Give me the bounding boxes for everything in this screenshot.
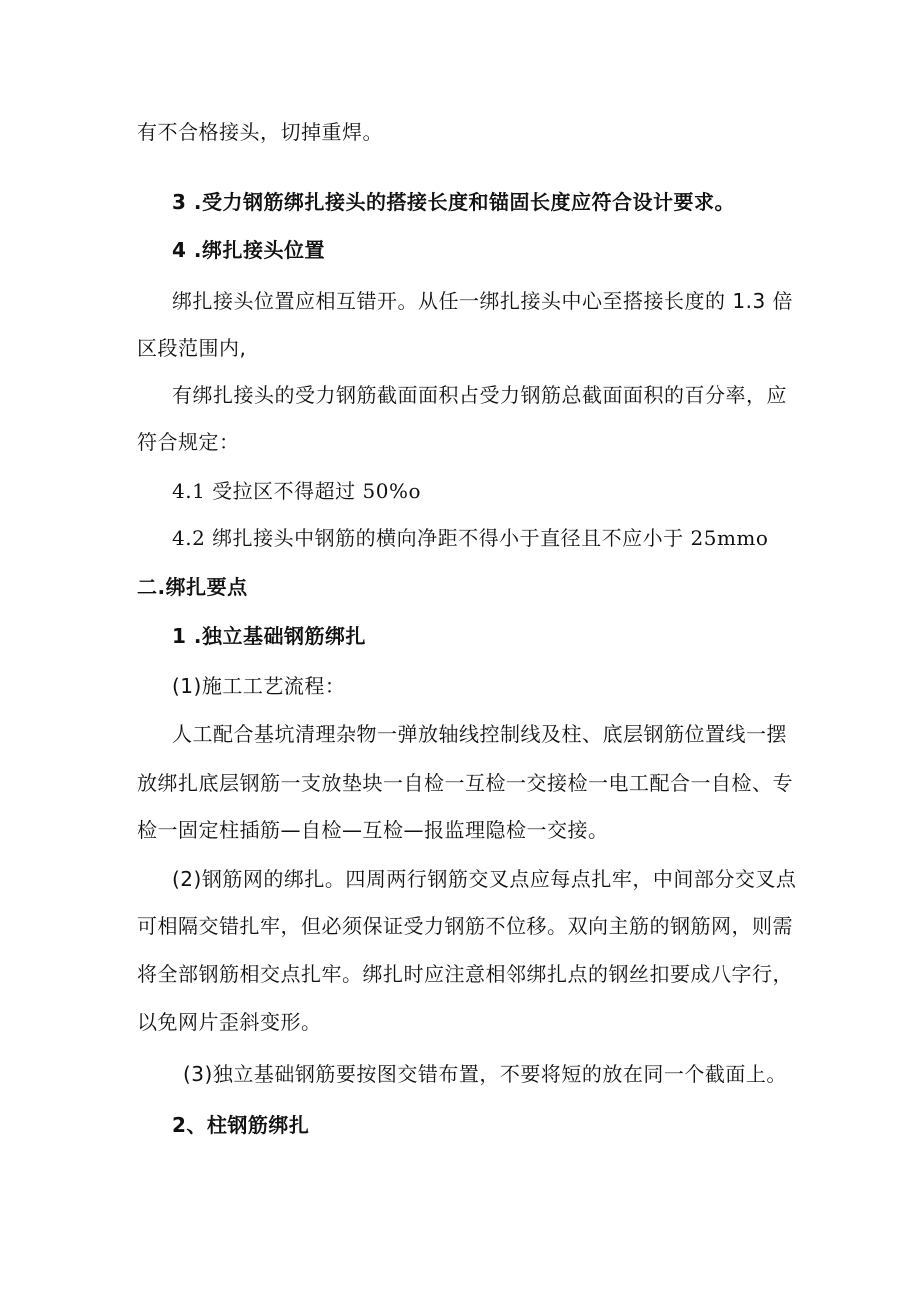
paragraph-line: 检一固定柱插筋—自检—互检—报监理隐检一交接。 [137, 818, 609, 842]
paragraph-line: 人工配合基坑清理杂物一弹放轴线控制线及柱、底层钢筋位置线一摆 [172, 722, 787, 746]
sub-item-4-1: 4.1 受拉区不得超过 50%o [172, 479, 422, 503]
paragraph-line: 区段范围内, [137, 336, 247, 360]
sub-item-4-2: 4.2 绑扎接头中钢筋的横向净距不得小于直径且不应小于 25mmo [172, 526, 769, 550]
text-line-continuation: 有不合格接头，切掉重焊。 [137, 120, 383, 144]
section-heading: 二.绑扎要点 [137, 575, 248, 599]
paragraph-line: 绑扎接头位置应相互错开。从任一绑扎接头中心至搭接长度的 1.3 倍 [172, 289, 794, 313]
paragraph-line: 可相隔交错扎牢，但必须保证受力钢筋不位移。双向主筋的钢筋网，则需 [137, 914, 793, 938]
paragraph-line: 符合规定： [137, 430, 240, 454]
step-label-1: (1)施工工艺流程： [172, 674, 346, 698]
heading-item-2: 2、柱钢筋绑扎 [172, 1113, 310, 1137]
heading-item-4: 4 .绑扎接头位置 [172, 238, 325, 262]
heading-item-3: 3 .受力钢筋绑扎接头的搭接长度和锚固长度应符合设计要求。 [172, 190, 735, 214]
paragraph-line: 以免网片歪斜变形。 [137, 1010, 322, 1034]
step-label-3: (3)独立基础钢筋要按图交错布置，不要将短的放在同一个截面上。 [183, 1062, 787, 1086]
paragraph-line: 有绑扎接头的受力钢筋截面面积占受力钢筋总截面面积的百分率，应 [172, 383, 787, 407]
paragraph-line: 将全部钢筋相交点扎牢。绑扎时应注意相邻绑扎点的钢丝扣要成八字行， [137, 962, 793, 986]
step-label-2: (2)钢筋网的绑扎。四周两行钢筋交叉点应每点扎牢，中间部分交叉点 [172, 867, 797, 891]
paragraph-line: 放绑扎底层钢筋一支放垫块一自检一互检一交接检一电工配合一自检、专 [137, 771, 793, 795]
heading-item-1: 1 .独立基础钢筋绑扎 [172, 624, 366, 648]
